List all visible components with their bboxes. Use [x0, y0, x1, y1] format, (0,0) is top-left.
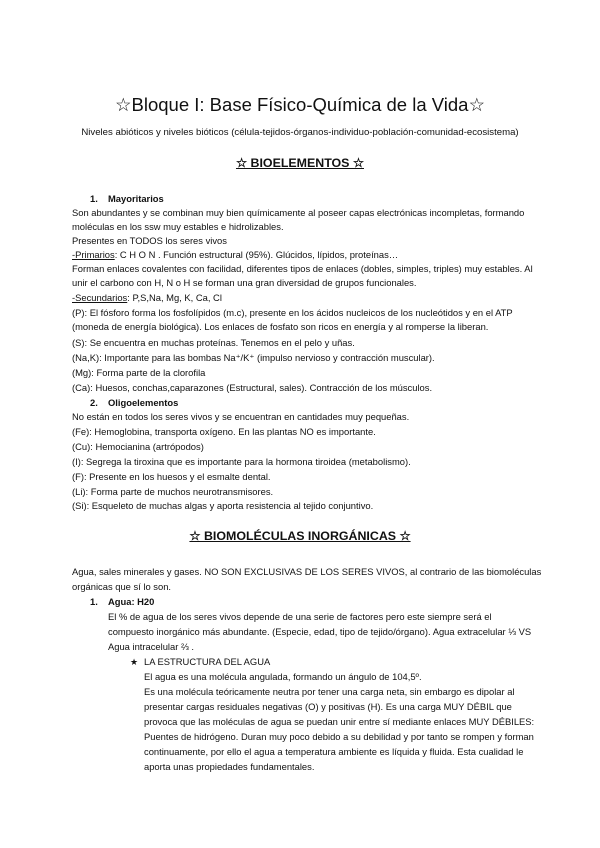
element-line: (I): Segrega la tiroxina que es importante para la hormona tiroidea (metabolismo).	[72, 456, 411, 467]
paragraph-line: moléculas en los ssw muy estables e hidrolizables.	[72, 221, 284, 232]
secundarios-label: -Secundarios	[72, 292, 128, 303]
paragraph-line: aporta unas propiedades fundamentales.	[144, 761, 315, 772]
paragraph-line: Forman enlaces covalentes con facilidad, diferentes tipos de enlaces (dobles, simples, triples) muy estables. Al	[72, 263, 533, 274]
section-heading-biomoleculas: ☆ BIOMOLÉCULAS INORGÁNICAS ☆	[189, 529, 411, 543]
paragraph-line: orgánicas que sí lo son.	[72, 581, 172, 592]
element-line: (F): Presente en los huesos y el esmalte dental.	[72, 471, 271, 482]
page-subtitle: Niveles abióticos y niveles bióticos (célula-tejidos-órganos-individuo-población-comunidad-ecosistema)	[81, 127, 519, 138]
section-heading-bioelementos: ☆ BIOELEMENTOS ☆	[235, 156, 364, 170]
element-line: (Mg): Forma parte de la clorofila	[72, 367, 206, 378]
primarios-label: -Primarios	[72, 249, 115, 260]
list-item-oligoelementos	[90, 396, 178, 409]
paragraph-line: Presentes en TODOS los seres vivos	[72, 235, 227, 246]
list-number: 1.	[90, 193, 98, 204]
list-item-mayoritarios	[90, 192, 164, 205]
element-line: (Fe): Hemoglobina, transporta oxígeno. En las plantas NO es importante.	[72, 426, 376, 437]
element-line: (Na,K): Importante para las bombas Na⁺/K⁺ (impulso nervioso y contracción muscular).	[72, 352, 435, 363]
secundarios-text: : P,S,Na, Mg, K, Ca, Cl	[127, 292, 222, 303]
subheading-agua: Agua: H20	[108, 596, 155, 607]
element-line: (Li): Forma parte de muchos neurotransmisores.	[72, 486, 274, 497]
paragraph-line: Agua intracelular ⅔ .	[108, 641, 194, 652]
primarios-text: : C H O N . Función estructural (95%). Glúcidos, lípidos, proteínas…	[114, 249, 399, 260]
paragraph-line: Puentes de hidrógeno. Duran muy poco debido a su debilidad y por tanto se rompen y forman	[144, 731, 534, 742]
primarios-line	[72, 248, 398, 261]
subheading-oligoelementos: Oligoelementos	[108, 397, 179, 408]
paragraph-line: provoca que las moléculas de agua se puedan unir entre sí mediante enlaces MUY DÉBILES:	[144, 716, 535, 727]
element-line: (S): Se encuentra en muchas proteínas. Tenemos en el pelo y uñas.	[72, 337, 355, 348]
subheading-estructura: LA ESTRUCTURA DEL AGUA	[144, 656, 271, 667]
element-line: (moneda de energía biológica). Los enlaces de fosfato son ricos en energía y al romperse la liberan.	[72, 321, 489, 332]
list-item-agua	[90, 595, 154, 608]
paragraph-line: unir el carbono con H, N o H se forman una gran diversidad de grupos funcionales.	[72, 277, 417, 288]
paragraph-line: Agua, sales minerales y gases. NO SON EXCLUSIVAS DE LOS SERES VIVOS, al contrario de las biomoléculas	[72, 566, 542, 577]
element-line: (P): El fósforo forma los fosfolípidos (m.c), presente en los ácidos nucleicos de los nucleótidos y en el ATP	[72, 307, 513, 318]
element-line: (Cu): Hemocianina (artrópodos)	[72, 441, 204, 452]
paragraph-line: Es una molécula teóricamente neutra por tener una carga neta, sin embargo es dipolar al	[144, 686, 515, 697]
list-number: 2.	[90, 397, 98, 408]
paragraph-line: compuesto inorgánico más abundante. (Especie, edad, tipo de tejido/órgano). Agua extracelular ⅓ VS	[108, 626, 532, 637]
element-line: (Si): Esqueleto de muchas algas y aporta resistencia al tejido conjuntivo.	[72, 500, 374, 511]
secundarios-line	[72, 291, 222, 304]
subheading-mayoritarios: Mayoritarios	[108, 193, 164, 204]
paragraph-line: continuamente, por ello el agua a temperatura ambiente es líquida y fluida. Esta cualidad le	[144, 746, 524, 757]
star-bullet-icon: ★	[130, 657, 139, 667]
paragraph-line: presentar cargas residuales negativas (O) y positivas (H). Es una carga MUY DÉBIL que	[144, 701, 512, 712]
bullet-estructura	[130, 655, 270, 669]
paragraph-line: El % de agua de los seres vivos depende de una serie de factores pero este siempre será el	[108, 611, 492, 622]
element-line: No están en todos los seres vivos y se encuentran en cantidades muy pequeñas.	[72, 411, 410, 422]
list-number: 1.	[90, 596, 98, 607]
page-title: ☆Bloque I: Base Físico-Química de la Vida☆	[114, 94, 486, 115]
paragraph-line: El agua es una molécula angulada, formando un ángulo de 104,5º.	[144, 671, 422, 682]
paragraph-line: Son abundantes y se combinan muy bien químicamente al poseer capas electrónicas incompletas, formando	[72, 207, 525, 218]
element-line: (Ca): Huesos, conchas,caparazones (Estructural, sales). Contracción de los músculos.	[72, 382, 433, 393]
